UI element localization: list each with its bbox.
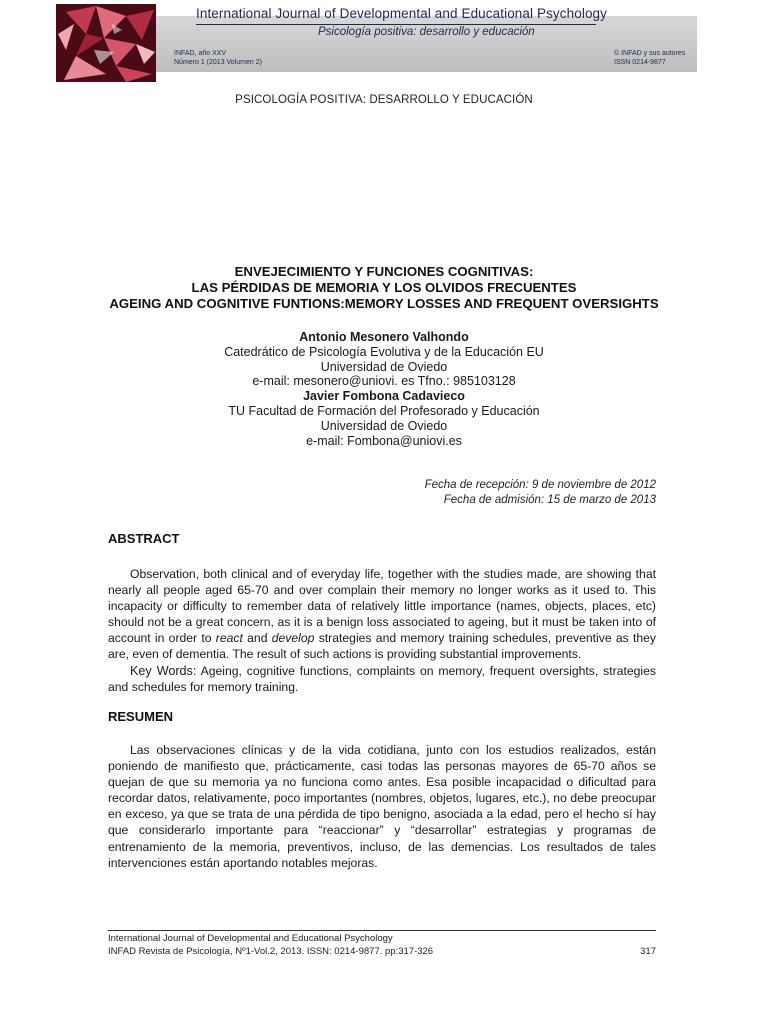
author-contact: e-mail: mesonero@uniovi. es Tfno.: 985103128 (252, 374, 516, 389)
abstract-text-part2: strategies and memory training schedules, preventive as they are, even of dementia. The result of such actions is providing substantial improvements. (108, 631, 657, 662)
title-line-2: LAS PÉRDIDAS DE MEMORIA Y LOS OLVIDOS FRECUENTES (191, 280, 577, 295)
journal-banner (56, 4, 697, 82)
resumen-text (108, 742, 656, 871)
abstract-react: react (215, 631, 243, 646)
journal-copyright (614, 49, 685, 67)
author-contact: e-mail: Fombona@uniovi.es (306, 433, 462, 448)
accepted-date: Fecha de admisión: 15 de marzo de 2013 (443, 494, 656, 506)
received-date: Fecha de recepción: 9 de noviembre de 2012 (424, 479, 656, 491)
title-line-1: ENVEJECIMIENTO Y FUNCIONES COGNITIVAS: (234, 264, 534, 279)
author-block (0, 330, 768, 448)
footer-divider (108, 930, 656, 931)
author-position: Catedrático de Psicología Evolutiva y de la Educación EU (224, 344, 544, 359)
journal-year: INFAD, año XXV (174, 50, 227, 57)
footer-journal: International Journal of Developmental and Educational Psychology (108, 933, 393, 944)
page-footer (108, 933, 656, 958)
title-line-3: AGEING AND COGNITIVE FUNTIONS:MEMORY LOSSES AND FREQUENT OVERSIGHTS (109, 296, 659, 311)
keywords-label: Key Words: (130, 663, 197, 678)
abstract-text-part1: Observation, both clinical and of everyday life, together with the studies made, are showing that nearly all people aged 65-70 and over complain their memory no longer works as it used to. This incapacity or difficulty to remember data of relatively little importance (names, objects, places, etc) should not be a great concern, as it is a benign loss associated to ageing, but it must be taken into of account in order to (108, 567, 656, 646)
abstract-and: and (242, 631, 272, 646)
journal-number: Número 1 (2013 Volumen 2) (174, 59, 262, 66)
abstract-develop: develop (271, 631, 315, 646)
author-position: TU Facultad de Formación del Profesorado y Educación (228, 403, 540, 418)
abstract-text (108, 566, 656, 695)
abstract-heading: ABSTRACT (108, 531, 180, 546)
keywords-text: Ageing, cognitive functions, complaints on memory, frequent oversights, strategies and schedules for memory training. (108, 663, 657, 694)
author-university: Universidad de Oviedo (320, 418, 448, 433)
submission-dates (380, 478, 656, 508)
paper-title (0, 264, 768, 312)
journal-title-underline (196, 24, 596, 25)
author-name: Antonio Mesonero Valhondo (299, 330, 469, 344)
page-number: 317 (640, 945, 656, 957)
journal-issue-info (174, 49, 262, 67)
running-head: PSICOLOGÍA POSITIVA: DESARROLLO Y EDUCACIÓN (235, 94, 533, 106)
resumen-body: Las observaciones clínicas y de la vida cotidiana, junto con los estudios realizados, están poniendo de manifiesto que, prácticamente, casi todas las personas mayores de 65-70 años se quejan de que su memoria ya no funciona como antes. Esa posible incapacidad o dificultad para recordar datos, relativamente, poco importantes (nombres, objetos, lugares, etc.), no debe preocupar en exceso, ya que se trata de una pérdida de tipo benigno, asociada a la edad, pero el hecho sí hay que considerarlo importante para “reaccionar” y “desarrollar” estrategias y programas de entrenamiento de la memoria, preventivos, incluso, de las demencias. Los resultados de tales intervenciones están aportando notables mejoras. (108, 743, 656, 870)
copyright-line: © INFAD y sus autores (614, 50, 686, 57)
issn-line: ISSN 0214-9877 (614, 59, 666, 66)
journal-logo (56, 4, 156, 82)
resumen-heading: RESUMEN (108, 709, 174, 724)
footer-citation: INFAD Revista de Psicología, Nº1-Vol.2, 2013. ISSN: 0214-9877. pp:317-326 (108, 945, 434, 957)
author-name: Javier Fombona Cadavieco (303, 389, 465, 404)
journal-subtitle: Psicología positiva: desarrollo y educación (318, 26, 535, 38)
journal-title: International Journal of Developmental and Educational Psychology (196, 6, 608, 21)
author-university: Universidad de Oviedo (320, 359, 448, 374)
